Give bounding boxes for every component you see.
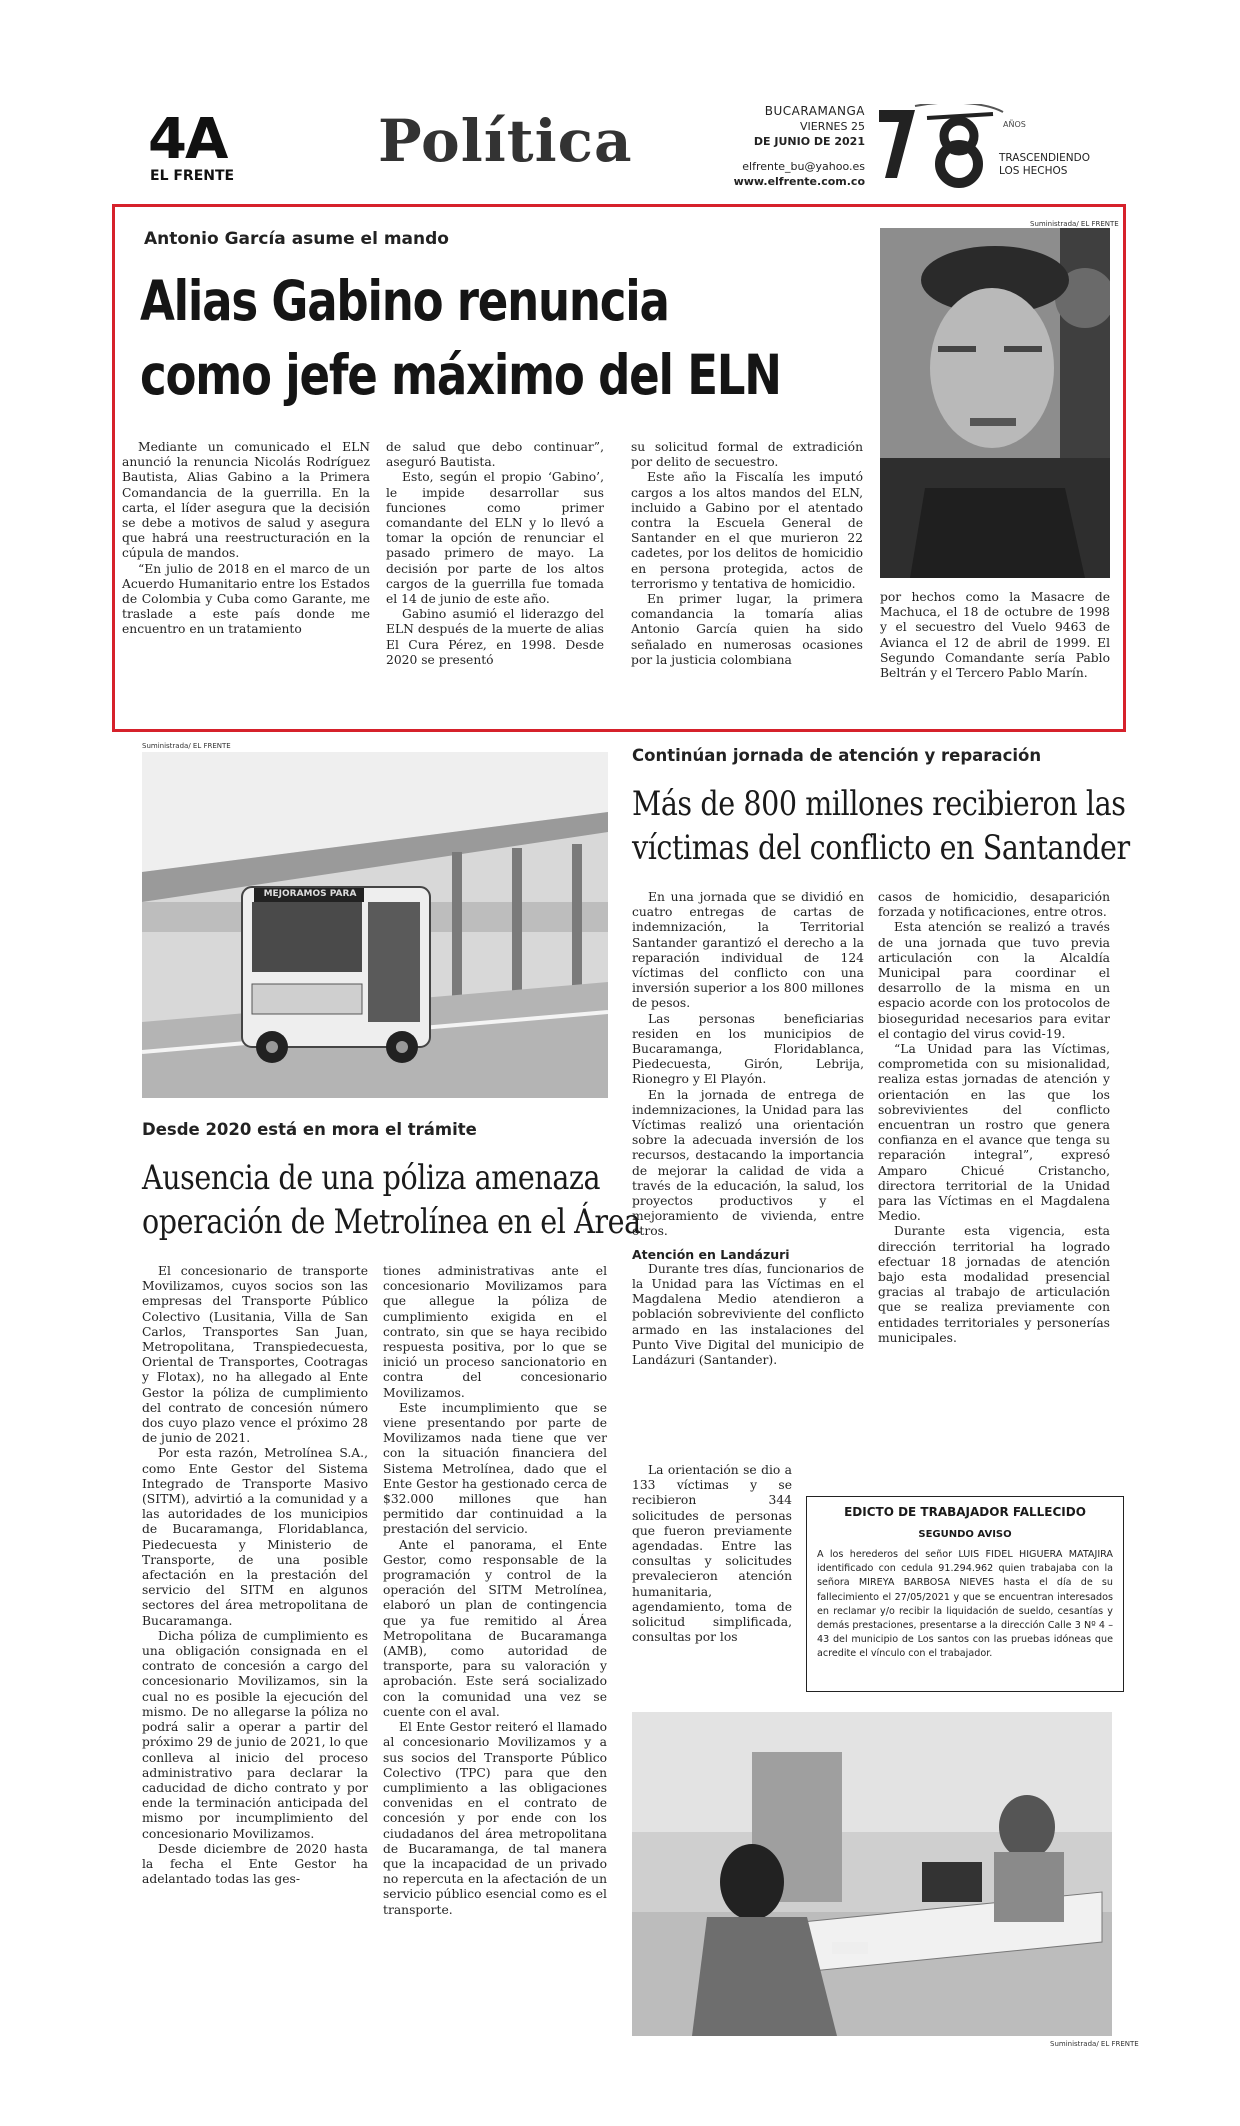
bus-col2-para-4: El Ente Gestor reiteró el llamado al concesionario Movilizamos y a sus socios del Transporte Público Colectivo (TPC) para que den cumplimiento a las obligaciones convenidas en el contrato de concesión y por ende con los ciudadanos del área metropolitana de Bucaramanga, de tal manera que la incapacidad de un privado no repercuta en la afectación de un servicio público esencial como es el transporte. [383,1720,607,1917]
lead-column-3 [631,440,863,668]
bus-column-2 [383,1264,607,1918]
edicto-title: EDICTO DE TRABAJADOR FALLECIDO [844,1505,1086,1519]
bus-col1-para-2: Por esta razón, Metrolínea S.A., como Ente Gestor del Sistema Integrado de Transporte Masivo (SITM), advirtió a la comunidad y a las autoridades de los municipios de Bucaramanga, Floridablanca, Piedecuesta y Ministerio de Transporte, de una posible afectación en la prestación del servicio del SITM en algunos sectores del área metropolitana de Bucaramanga. [142,1446,368,1628]
victims-headline-line-1: Más de 800 millones recibieron las [632,784,1126,824]
gabino-photo [880,228,1110,578]
lead-col4-para-1: por hechos como la Masacre de Machuca, el 18 de octubre de 1998 y el secuestro del Vuelo 9463 de Avianca el 12 de abril de 1999. El Segundo Comandante sería Pablo Beltrán y el Tercero Pablo Marín. [880,590,1110,681]
lead-col2-para-1: de salud que debo continuar”, aseguró Bautista. [386,440,604,470]
lead-col1-para-2: “En julio de 2018 en el marco de un Acuerdo Humanitario entre los Estados de Colombia y Cuba como Garante, me traslade a este país donde me encuentro en un tratamiento [122,561,370,637]
page-number: 4A [148,107,227,172]
lead-column-4 [880,590,1110,681]
victims-col2-para-3: “La Unidad para las Víctimas, comprometida con su misionalidad, realiza estas jornadas de atención y orientación en las que los sobrevivientes del conflicto encuentran un rostro que genera confianza en el avance que tenga su reparación integral”, expresó Amparo Chicué Cristancho, directora territorial de la Unidad para las Víctimas en el Magdalena Medio. [878,1042,1110,1224]
victims-col2-para-2: Esta atención se realizó a través de una jornada que tuvo previa articulación con la Alcaldía Municipal para coordinar el desarrollo de la misma en un espacio acorde con los protocolos de bioseguridad necesarios para evitar el contagio del virus covid-19. [878,920,1110,1041]
lead-kicker: Antonio García asume el mando [144,229,449,249]
anniversary-logo [875,104,1115,190]
edicto-notice-box [806,1496,1124,1692]
victims-photo-credit: Suministrada/ EL FRENTE [1050,2040,1139,2048]
bus-headline-line-2: operación de Metrolínea en el Área [142,1202,641,1242]
bus-col1-para-3: Dicha póliza de cumplimiento es una obligación consignada en el contrato de concesión a cargo del concesionario Movilizamos, sin la cual no es posible la ejecución del mismo. De no allegarse la póliza no podrá salir a operar a partir del próximo 29 de junio de 2021, lo que conlleva al inicio del proceso administrativo para declarar la caducidad de dicho contrato y por ende la terminación anticipada del mismo por incumplimiento del concesionario Movilizamos. [142,1628,368,1841]
bus-photo-credit: Suministrada/ EL FRENTE [142,742,231,750]
victims-attention-photo [632,1712,1112,2036]
lead-col1-para-1: Mediante un comunicado el ELN anunció la renuncia Nicolás Rodríguez Bautista, Alias Gabino a la Primera Comandancia de la guerrilla. En la carta, el líder asegura que la decisión se debe a motivos de salud y asegura que habrá una reestructuración en la cúpula de mandos. [122,440,370,561]
header-website[interactable]: www.elfrente.com.co [733,175,865,188]
section-title: Política [378,107,633,175]
victims-col2-para-1: casos de homicidio, desaparición forzada y notificaciones, entre otros. [878,890,1110,920]
edicto-notice-number: SEGUNDO AVISO [918,1529,1012,1540]
victims-col1-para-1: En una jornada que se dividió en cuatro entregas de cartas de indemnización, la Territorial Santander garantizó el derecho a la reparación individual de 124 víctimas del conflicto con una inversión superior a los 800 millones de pesos. [632,890,864,1011]
brand-label: EL FRENTE [150,168,235,184]
metrolinea-bus-photo [142,752,608,1098]
bus-col2-para-3: Ante el panorama, el Ente Gestor, como responsable de la programación y control de la operación del SITM Metrolínea, elaboró un plan de contingencia que ya fue remitido al Área Metropolitana de Bucaramanga (AMB), como autoridad de transporte, para su valoración y aprobación. Este será socializado con la comunidad una vez se cuente con el aval. [383,1537,607,1719]
victims-col1b-para-1: Durante tres días, funcionarios de la Unidad para las Víctimas en el Magdalena Medio atendieron a población sobreviviente del conflicto armado en las instalaciones del Punto Vive Digital del municipio de Landázuri (Santander). [632,1261,864,1368]
lead-col3-para-1: su solicitud formal de extradición por delito de secuestro. [631,440,863,470]
anniversary-logo-mark [875,104,1005,190]
bus-col2-para-1: tiones administrativas ante el concesionario Movilizamos para que allegue la póliza de cumplimiento exigida en el contrato, sin que se haya recibido respuesta positiva, por lo que se inició un proceso sancionatorio en contra del concesionario Movilizamos. [383,1264,607,1400]
logo-years: AÑOS [1003,120,1026,129]
victims-col1-para-3: En la jornada de entrega de indemnizaciones, la Unidad para las Víctimas realizó una orientación sobre la adecuada inversión de los recursos, destacando la importancia de mejorar la calidad de vida a través de la educación, la salud, los proyectos productivos y el mejoramiento de vivienda, entre otros. [632,1087,864,1239]
victims-col1-para-2: Las personas beneficiarias residen en los municipios de Bucaramanga, Floridablanca, Piedecuesta, Girón, Lebrija, Rionegro y El Playón. [632,1011,864,1087]
bus-destination-sign: MEJORAMOS PARA [263,889,357,899]
lead-col2-para-2: Esto, según el propio ‘Gabino’, le impide desarrollar sus funciones como primer comandante del ELN y lo llevó a tomar la opción de renunciar el pasado primero de mayo. La decisión por parte de los altos cargos de la guerrilla fue tomada el 14 de junio de este año. [386,470,604,607]
lead-col3-para-3: En primer lugar, la primera comandancia la tomaría alias Antonio García quien ha sido señalado en numerosas ocasiones por la justicia colombiana [631,592,863,667]
victims-col2-para-4: Durante esta vigencia, esta dirección territorial ha logrado efectuar 18 jornadas de atención bajo esta modalidad presencial gracias al trabajo de articulación que se realiza previamente con entidades territoriales y personerías municipales. [878,1224,1110,1345]
victims-column-1 [632,890,864,1368]
victims-kicker: Continúan jornada de atención y reparación [632,746,1042,765]
victims-col1b-para-2: La orientación se dio a 133 víctimas y se recibieron 344 solicitudes de personas que fueron previamente agendadas. Entre las consultas y solicitudes prevalecieron atención humanitaria, agendamiento, toma de solicitud simplificada, consultas por los [632,1463,792,1645]
lead-column-1 [122,440,370,638]
bus-col2-para-2: Este incumplimiento que se viene presentando por parte de Movilizamos nada tiene que ver con la situación financiera del Sistema Metrolínea, dado que el Ente Gestor ha gestionado cerca de $32.000 millones que han permitido dar continuidad a la prestación del servicio. [383,1400,607,1537]
victims-subhead: Atención en Landázuri [632,1246,790,1262]
logo-tagline-2: LOS HECHOS [999,165,1068,177]
bus-column-1 [142,1264,368,1887]
bus-headline-line-1: Ausencia de una póliza amenaza [142,1158,601,1198]
lead-headline-line-1: Alias Gabino renuncia [140,269,669,333]
header-weekday: VIERNES 25 [799,120,865,133]
lead-photo-credit: Suministrada/ EL FRENTE [1030,220,1119,228]
victims-headline-line-2: víctimas del conflicto en Santander [632,828,1130,868]
header-date: DE JUNIO DE 2021 [753,135,865,148]
header-email[interactable]: elfrente_bu@yahoo.es [742,160,865,173]
lead-column-2 [386,440,604,668]
victims-column-1-continued [632,1463,792,1645]
edicto-text: A los herederos del señor LUIS FIDEL HIGUERA MATAJIRA identificado con cedula 91.294.962 quien trabajaba con la señora MIREYA BARBOSA NIEVES hasta el día de su fallecimiento el 27/05/2021 y que se encuentran interesados en reclamar y/o recibir la liquidación de sueldo, cesantías y demás prestaciones, presentarse a la dirección Calle 3 Nº 4 – 43 del municipio de Los santos con las pruebas idóneas que acredite el vínculo con el trabajador. [817,1549,1113,1660]
lead-headline-line-2: como jefe máximo del ELN [140,343,781,407]
logo-tagline [999,152,1090,178]
bus-col1-para-1: El concesionario de transporte Movilizamos, cuyos socios son las empresas del Transporte Público Colectivo (Lusitania, Villa de San Carlos, Transportes San Juan, Metropolitana, Transpiedecuesta, Oriental de Transportes, Cootragas y Flotax), no ha allegado al Ente Gestor la póliza de cumplimiento del contrato de concesión número dos cuyo plazo vence el próximo 28 de junio de 2021. [142,1264,368,1446]
header-meta [734,104,865,189]
header-city: BUCARAMANGA [764,104,865,118]
lead-col2-para-3: Gabino asumió el liderazgo del ELN después de la muerte de alias El Cura Pérez, en 1998. Desde 2020 se presentó [386,607,604,667]
bus-col1-para-4: Desde diciembre de 2020 hasta la fecha el Ente Gestor ha adelantado todas las ges- [142,1841,368,1887]
lead-col3-para-2: Este año la Fiscalía les imputó cargos a los altos mandos del ELN, incluido a Gabino por el atentado contra la Escuela General de Santander en el que murieron 22 cadetes, por los delitos de homicidio en persona protegida, actos de terrorismo y tentativa de homicidio. [631,470,863,591]
victims-column-2 [878,890,1110,1346]
logo-tagline-1: TRASCENDIENDO [999,152,1090,164]
bus-kicker: Desde 2020 está en mora el trámite [142,1120,477,1139]
